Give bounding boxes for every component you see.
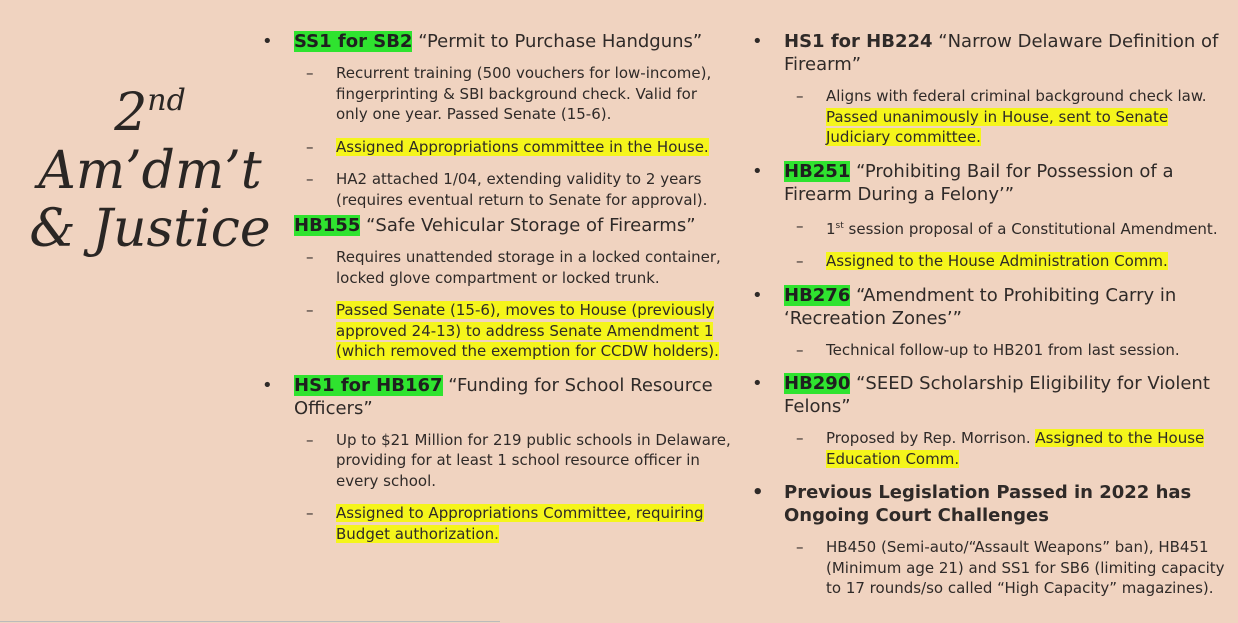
sub-item: – Aligns with federal criminal background check law. Passed unanimously in House, sent to Senate Judiciary committee. bbox=[796, 87, 1207, 146]
bill-item bbox=[752, 372, 1236, 418]
bill-number: HS1 for HB224 bbox=[784, 31, 933, 52]
bullet-icon: • bbox=[262, 31, 273, 52]
bullet-icon: • bbox=[262, 374, 273, 396]
sub-item: – 1st session proposal of a Constitutional Amendment. bbox=[796, 216, 1218, 238]
bill-item bbox=[752, 284, 1236, 330]
sub-item: – Passed Senate (15-6), moves to House (previously approved 24-13) to address Senate Amendment 1 (which removed the exemption for CCDW holders). bbox=[306, 301, 719, 360]
title-line3: & Justice bbox=[29, 199, 271, 259]
bill-number: HB276 bbox=[784, 284, 851, 306]
sub-item: – Up to $21 Million for 219 public schools in Delaware, providing for at least 1 school resource officer in every school. bbox=[306, 430, 731, 490]
dash-icon: – bbox=[796, 87, 804, 105]
bullet-icon: • bbox=[752, 373, 763, 394]
section-heading: Previous Legislation Passed in 2022 has Ongoing Court Challenges bbox=[784, 482, 1192, 526]
sub-item: – Assigned Appropriations committee in the House. bbox=[306, 137, 709, 156]
dash-icon: – bbox=[796, 340, 804, 359]
dash-icon: – bbox=[796, 538, 804, 556]
slide-title bbox=[14, 72, 286, 258]
bill-number: HB155 bbox=[294, 215, 361, 236]
dash-icon: – bbox=[306, 64, 314, 82]
bullet-icon: • bbox=[752, 482, 764, 503]
sub-item: – HB450 (Semi-auto/“Assault Weapons” ban), HB451 (Minimum age 21) and SS1 for SB6 (limiting capacity to 17 rounds/so called “High Capacity” magazines). bbox=[796, 538, 1225, 597]
bill-name: “Narrow Delaware Definition of Firearm” bbox=[784, 31, 1219, 75]
bill-name: “Amendment to Prohibiting Carry in ‘Recreation Zones’” bbox=[784, 284, 1177, 329]
bill-number: HB290 bbox=[784, 373, 851, 394]
dash-icon: – bbox=[306, 170, 314, 188]
dash-icon: – bbox=[306, 137, 314, 156]
sub-item: – Assigned to the House Administration Comm. bbox=[796, 252, 1168, 270]
bill-item bbox=[262, 374, 732, 420]
sub-item: – Requires unattended storage in a locked container, locked glove compartment or locked trunk. bbox=[306, 248, 721, 287]
dash-icon: – bbox=[306, 301, 314, 319]
bill-name: “Permit to Purchase Handguns” bbox=[412, 31, 703, 52]
dash-icon: – bbox=[306, 430, 314, 449]
divider bbox=[0, 621, 500, 622]
dash-icon: – bbox=[306, 504, 314, 522]
bill-number: HB251 bbox=[784, 160, 851, 182]
bill-item bbox=[262, 30, 732, 53]
sub-item: – Proposed by Rep. Morrison. Assigned to the House Education Comm. bbox=[796, 429, 1205, 468]
bill-item bbox=[752, 160, 1236, 206]
bill-item bbox=[752, 481, 1236, 527]
title-line1: 2nd bbox=[114, 83, 186, 143]
dash-icon: – bbox=[796, 252, 804, 270]
bill-name: “Funding for School Resource Officers” bbox=[294, 374, 713, 419]
bill-number: SS1 for SB2 bbox=[294, 31, 413, 52]
bill-number: HS1 for HB167 bbox=[294, 374, 443, 396]
bullet-icon: • bbox=[752, 160, 763, 182]
right-column bbox=[752, 30, 1236, 611]
sub-item: – Technical follow-up to HB201 from last session. bbox=[796, 340, 1180, 359]
bill-name: “SEED Scholarship Eligibility for Violent Felons” bbox=[784, 373, 1210, 417]
sub-item: – Assigned to Appropriations Committee, requiring Budget authorization. bbox=[306, 504, 704, 543]
left-column bbox=[262, 30, 732, 556]
dash-icon: – bbox=[796, 216, 804, 235]
title-line2: Am’dm’t bbox=[38, 141, 262, 201]
sub-item: – Recurrent training (500 vouchers for low-income), fingerprinting & SBI background check. Valid for only one year. Passed Senate (15-6). bbox=[306, 64, 712, 123]
bullet-icon: • bbox=[752, 284, 763, 306]
dash-icon: – bbox=[306, 248, 314, 266]
bill-item bbox=[752, 30, 1236, 76]
bill-item bbox=[262, 214, 732, 237]
bullet-icon: • bbox=[752, 31, 763, 52]
bill-name: “Safe Vehicular Storage of Firearms” bbox=[360, 215, 696, 236]
sub-item: – HA2 attached 1/04, extending validity to 2 years (requires eventual return to Senate for approval). bbox=[306, 170, 708, 209]
bill-name: “Prohibiting Bail for Possession of a Firearm During a Felony’” bbox=[784, 160, 1174, 205]
dash-icon: – bbox=[796, 429, 804, 447]
